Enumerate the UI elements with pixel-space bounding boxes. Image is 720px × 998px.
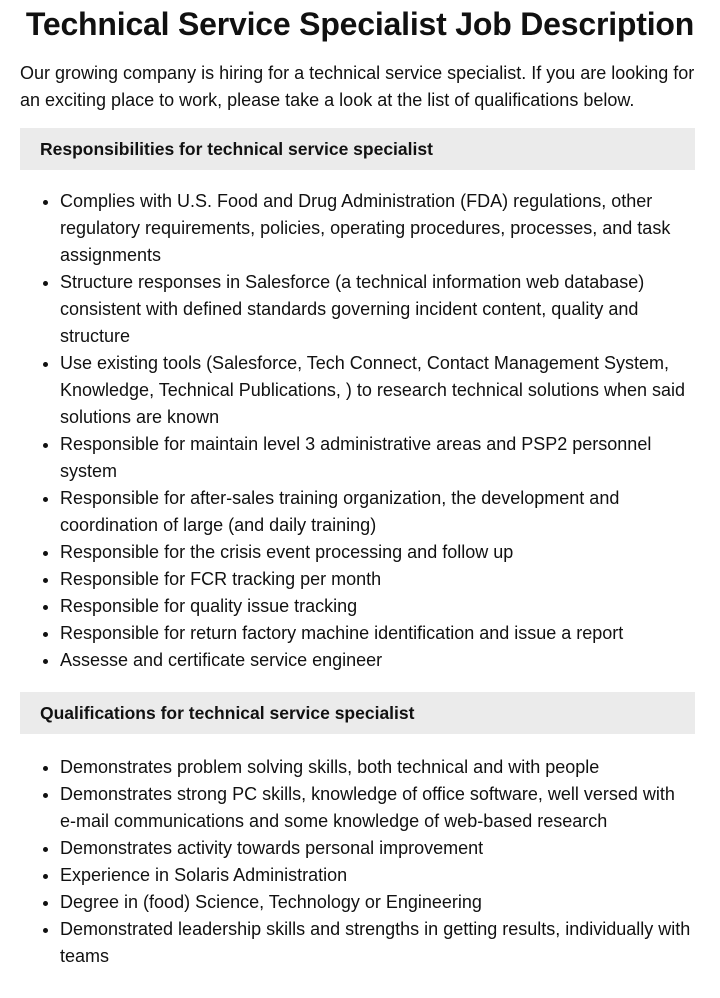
list-item: • Complies with U.S. Food and Drug Administration (FDA) regulations, other regulatory requirements, policies, operating procedures, processes, and task assignments xyxy=(60,188,700,269)
list-item: • Responsible for FCR tracking per month xyxy=(60,566,700,593)
list-item: • Experience in Solaris Administration xyxy=(60,862,700,889)
qualifications-list xyxy=(0,754,700,970)
list-item: • Demonstrates problem solving skills, both technical and with people xyxy=(60,754,700,781)
intro-paragraph: Our growing company is hiring for a technical service specialist. If you are looking for an exciting place to work, please take a look at the list of qualifications below. xyxy=(20,63,695,110)
qualifications-heading: Qualifications for technical service specialist xyxy=(20,692,695,734)
responsibilities-heading: Responsibilities for technical service specialist xyxy=(20,128,695,170)
list-item: • Responsible for after-sales training organization, the development and coordination of large (and daily training) xyxy=(60,485,700,539)
list-item: • Responsible for maintain level 3 administrative areas and PSP2 personnel system xyxy=(60,431,700,485)
list-item: • Demonstrates strong PC skills, knowledge of office software, well versed with e-mail communications and some knowledge of web-based research xyxy=(60,781,700,835)
list-item: • Responsible for return factory machine identification and issue a report xyxy=(60,620,700,647)
list-item: • Degree in (food) Science, Technology or Engineering xyxy=(60,889,700,916)
list-item: • Demonstrated leadership skills and strengths in getting results, individually with teams xyxy=(60,916,700,970)
list-item: • Responsible for quality issue tracking xyxy=(60,593,700,620)
list-item: • Use existing tools (Salesforce, Tech Connect, Contact Management System, Knowledge, Technical Publications, ) to research technical solutions when said solutions are known xyxy=(60,350,700,431)
list-item: • Assesse and certificate service engineer xyxy=(60,647,700,674)
list-item: • Responsible for the crisis event processing and follow up xyxy=(60,539,700,566)
page-title: Technical Service Specialist Job Description xyxy=(25,6,695,42)
responsibilities-list xyxy=(0,188,700,674)
list-item: • Structure responses in Salesforce (a technical information web database) consistent with defined standards governing incident content, quality and structure xyxy=(60,269,700,350)
list-item: • Demonstrates activity towards personal improvement xyxy=(60,835,700,862)
